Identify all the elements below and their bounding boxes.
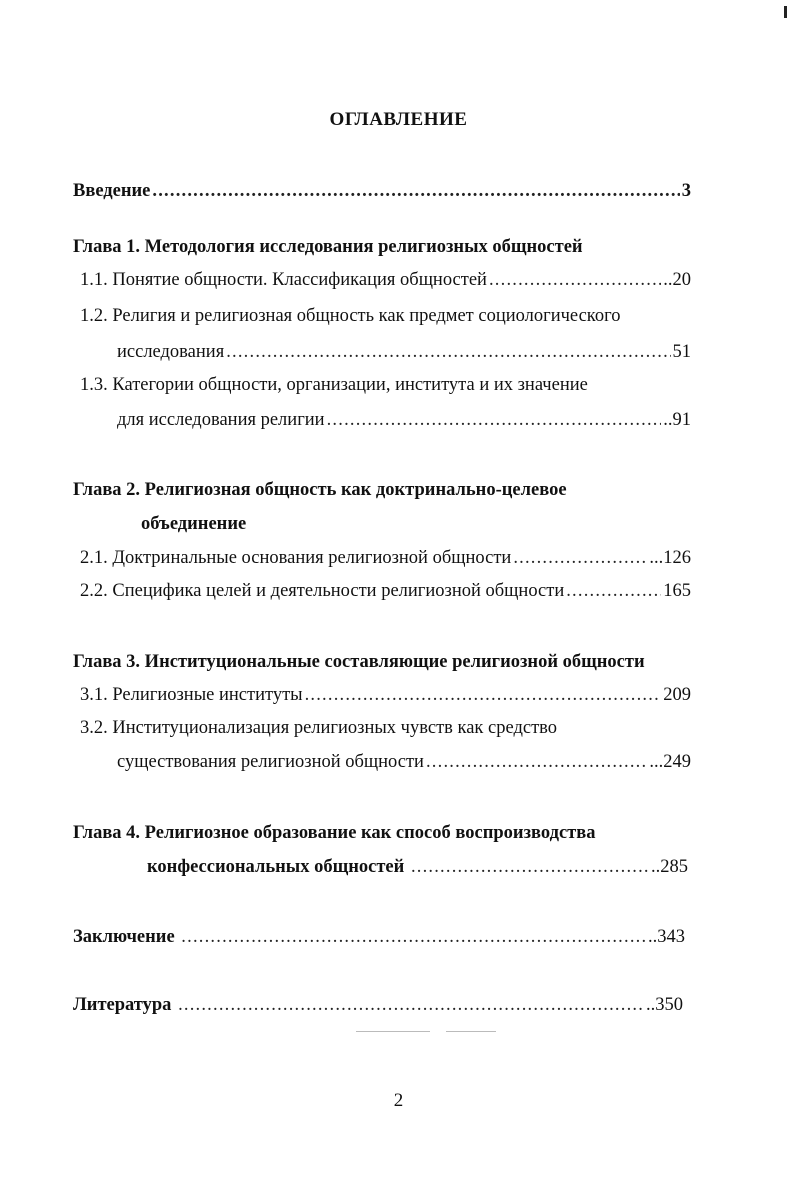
leader-dots <box>566 579 661 603</box>
toc-entry-literature <box>73 993 683 1017</box>
toc-entry-1-3-line1: 1.3. Категории общности, организации, института и их значение <box>80 375 588 395</box>
chapter-1-title: Глава 1. Методология исследования религиозных общностей <box>73 237 583 257</box>
toc-entry-2-2 <box>80 579 691 603</box>
leader-dots <box>226 340 670 364</box>
toc-entry-label: существования религиозной общности <box>117 752 424 772</box>
leader-dots <box>327 408 662 432</box>
toc-entry-chapter-4 <box>147 855 688 879</box>
toc-title: ОГЛАВЛЕНИЕ <box>329 109 468 130</box>
toc-entry-page: ..350 <box>646 995 683 1015</box>
scan-artifact <box>784 6 787 18</box>
toc-entry-label: 3.1. Религиозные институты <box>80 685 303 705</box>
chapter-4-title-line2: конфессиональных общностей <box>147 857 409 877</box>
faint-rule <box>356 1031 430 1032</box>
toc-entry-page: ..91 <box>663 410 691 430</box>
toc-entry-page: ...249 <box>649 752 691 772</box>
page-number: 2 <box>393 1090 404 1111</box>
toc-entry-1-2-line1: 1.2. Религия и религиозная общность как предмет социологического <box>80 306 621 326</box>
toc-entry-page: 165 <box>663 581 691 601</box>
chapter-2-title-line2: объединение <box>141 514 247 534</box>
leader-dots <box>489 268 661 292</box>
toc-entry-intro <box>73 179 691 203</box>
toc-entry-conclusion <box>73 925 685 949</box>
toc-entry-page: 209 <box>663 685 691 705</box>
leader-dots <box>513 546 647 570</box>
toc-entry-label: Введение <box>73 181 151 201</box>
leader-dots <box>178 993 644 1017</box>
chapter-4-title-line1: Глава 4. Религиозное образование как способ воспроизводства <box>73 823 596 843</box>
toc-entry-page: ...126 <box>649 548 691 568</box>
toc-entry-label: 2.1. Доктринальные основания религиозной общности <box>80 548 512 568</box>
toc-entry-3-2-line1: 3.2. Институционализация религиозных чувств как средство <box>80 718 558 738</box>
toc-entry-page: 3 <box>681 181 691 201</box>
toc-entry-label: Заключение <box>73 927 180 947</box>
faint-rule <box>446 1031 496 1032</box>
toc-entry-2-1 <box>80 546 691 570</box>
toc-entry-page: ..343 <box>648 927 685 947</box>
toc-entry-1-1 <box>80 268 691 292</box>
leader-dots <box>181 925 646 949</box>
leader-dots <box>411 855 649 879</box>
chapter-2-title-line1: Глава 2. Религиозная общность как доктринально-целевое <box>73 480 567 500</box>
chapter-3-title: Глава 3. Институциональные составляющие религиозной общности <box>73 652 645 672</box>
toc-entry-3-1 <box>80 683 691 707</box>
toc-entry-label: исследования <box>117 342 225 362</box>
toc-entry-label: 2.2. Специфика целей и деятельности религиозной общности <box>80 581 565 601</box>
leader-dots <box>305 683 662 707</box>
toc-entry-page: ..20 <box>663 270 691 290</box>
toc-entry-1-2 <box>117 340 691 364</box>
toc-entry-page: 51 <box>672 342 691 362</box>
toc-entry-3-2 <box>117 750 691 774</box>
leader-dots <box>426 750 647 774</box>
toc-entry-page: ..285 <box>651 857 688 877</box>
toc-entry-label: Литература <box>73 995 177 1015</box>
leader-dots <box>152 179 679 203</box>
toc-entry-1-3 <box>117 408 691 432</box>
toc-entry-label: 1.1. Понятие общности. Классификация общностей <box>80 270 487 290</box>
toc-entry-label: для исследования религии <box>117 410 325 430</box>
